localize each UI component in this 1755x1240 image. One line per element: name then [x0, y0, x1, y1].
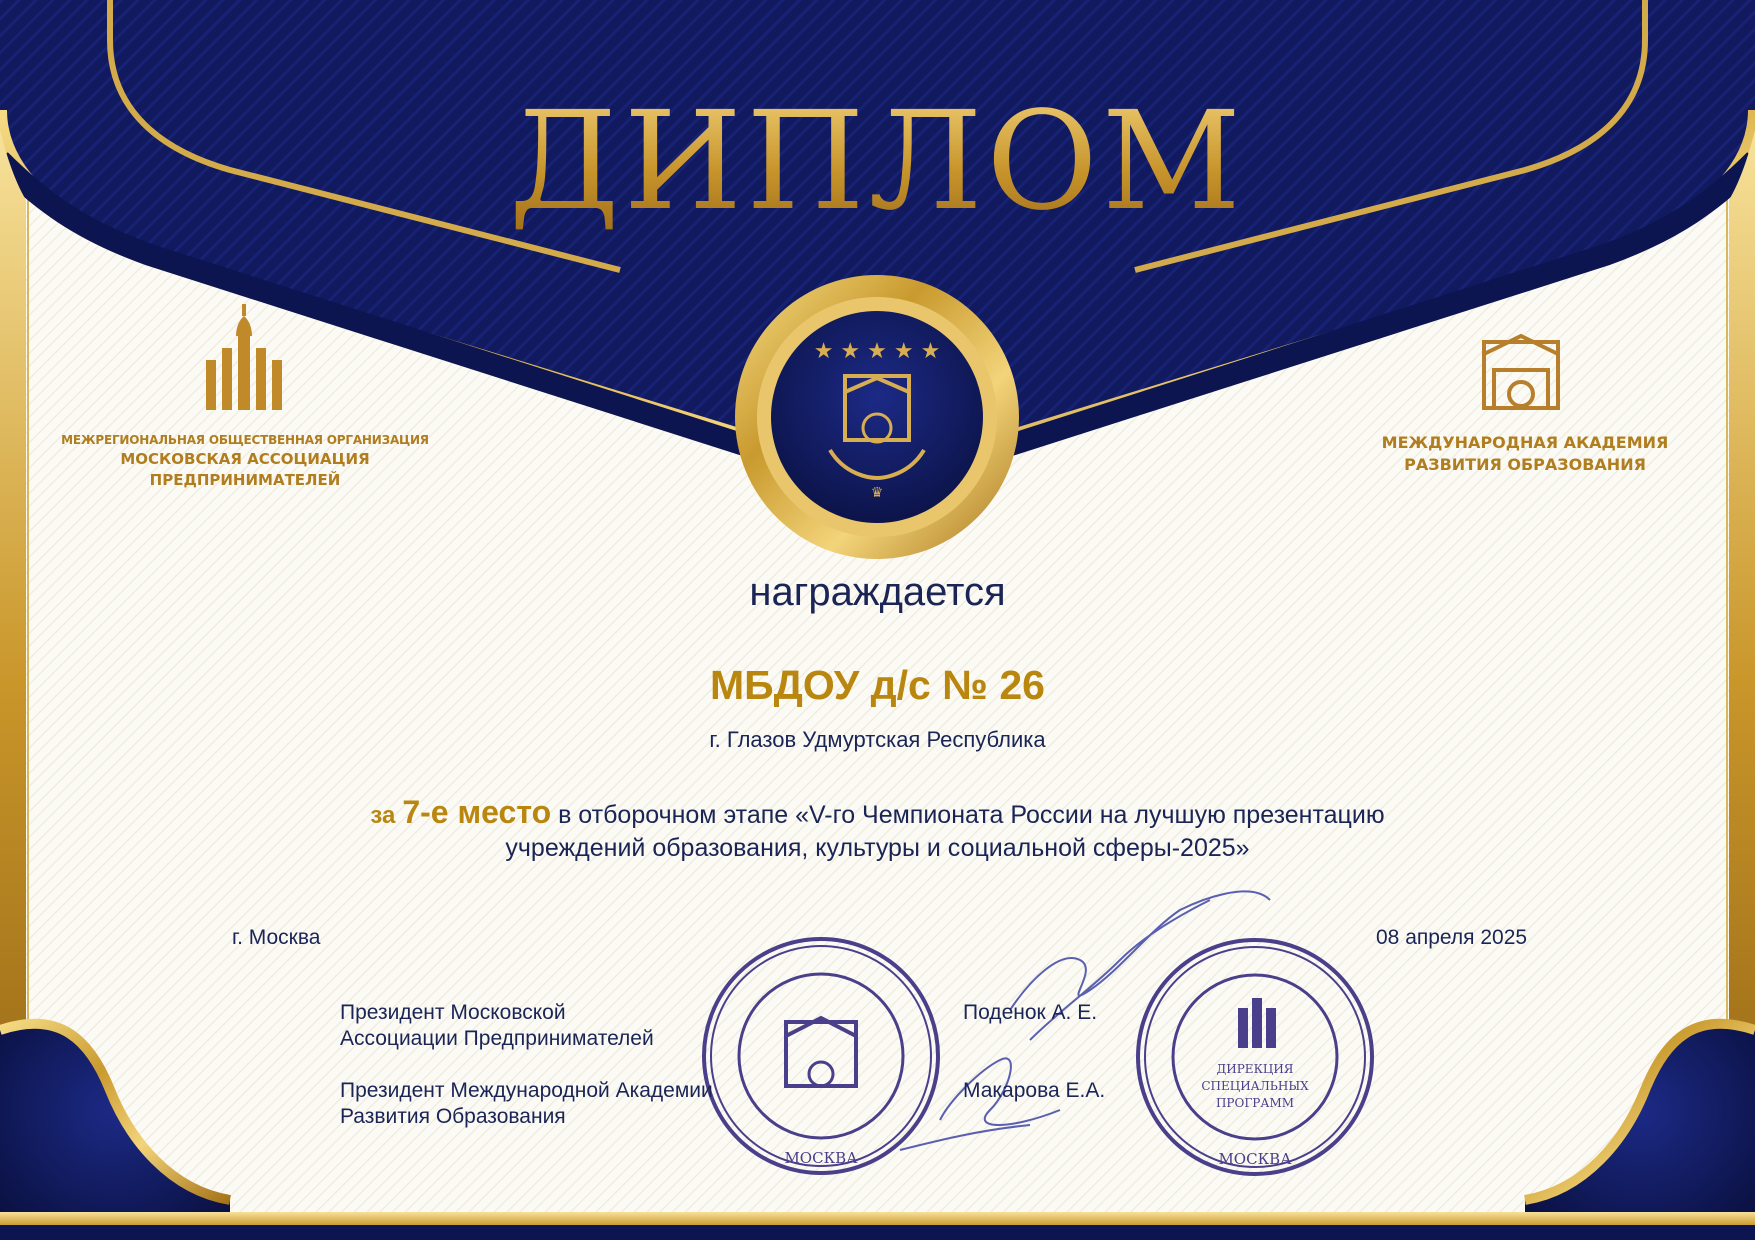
signatory-position-1: [340, 1000, 654, 1052]
signatory-position-2: [340, 1078, 713, 1130]
recipient-location: г. Глазов Удмуртская Республика: [709, 727, 1046, 752]
left-org-line1: МЕЖРЕГИОНАЛЬНАЯ ОБЩЕСТВЕННАЯ ОРГАНИЗАЦИЯ: [61, 433, 429, 447]
signatory-position-line: Президент Московской: [340, 1001, 566, 1024]
svg-text:♛: ♛: [870, 485, 884, 501]
stamp-center-line3: ПРОГРАММ: [1215, 1096, 1295, 1110]
left-org-line2: МОСКОВСКАЯ АССОЦИАЦИЯ: [120, 450, 370, 468]
signatory-name-2: Макарова Е.А.: [963, 1079, 1106, 1102]
left-org-line3: ПРЕДПРИНИМАТЕЛЕЙ: [149, 471, 341, 489]
signatory-name-1: Поденок А. Е.: [963, 1001, 1098, 1024]
reason-line1: [0, 796, 1755, 832]
svg-text:★ ★ ★ ★ ★: ★ ★ ★ ★ ★: [813, 339, 941, 364]
right-org-name: [1360, 430, 1690, 474]
issue-city: г. Москва: [232, 926, 321, 949]
reason-prefix: за: [370, 802, 396, 829]
stamp-center-line2: СПЕЦИАЛЬНЫХ: [1201, 1079, 1309, 1093]
stamp-center-line1: ДИРЕКЦИЯ: [1216, 1062, 1294, 1076]
issue-date: 08 апреля 2025: [1376, 926, 1528, 949]
signatory-position-line: Ассоциации Предпринимателей: [340, 1027, 654, 1050]
left-org-name: [60, 433, 430, 489]
stamp-left-bottom: МОСКВА: [784, 1149, 858, 1167]
reason-line1-text: в отборочном этапе «V-го Чемпионата России на лучшую презентацию: [558, 801, 1385, 829]
stamp-right-bottom: МОСКВА: [1218, 1150, 1292, 1168]
signatory-position-line: Президент Международной Академии: [340, 1079, 713, 1102]
right-org-line1: МЕЖДУНАРОДНАЯ АКАДЕМИЯ: [1381, 433, 1669, 452]
medallion-emblem-icon: [735, 275, 1019, 559]
recipient-name: МБДОУ д/с № 26: [710, 662, 1045, 708]
award-reason: [0, 796, 1755, 865]
diploma-title: ДИПЛОМ: [508, 83, 1246, 241]
awarded-label: награждается: [749, 570, 1006, 614]
signatory-position-line: Развития Образования: [340, 1105, 566, 1128]
place-value: 7-е место: [402, 794, 552, 830]
reason-line2: учреждений образования, культуры и социальной сферы-2025»: [505, 834, 1250, 862]
right-org-line2: РАЗВИТИЯ ОБРАЗОВАНИЯ: [1404, 455, 1646, 474]
